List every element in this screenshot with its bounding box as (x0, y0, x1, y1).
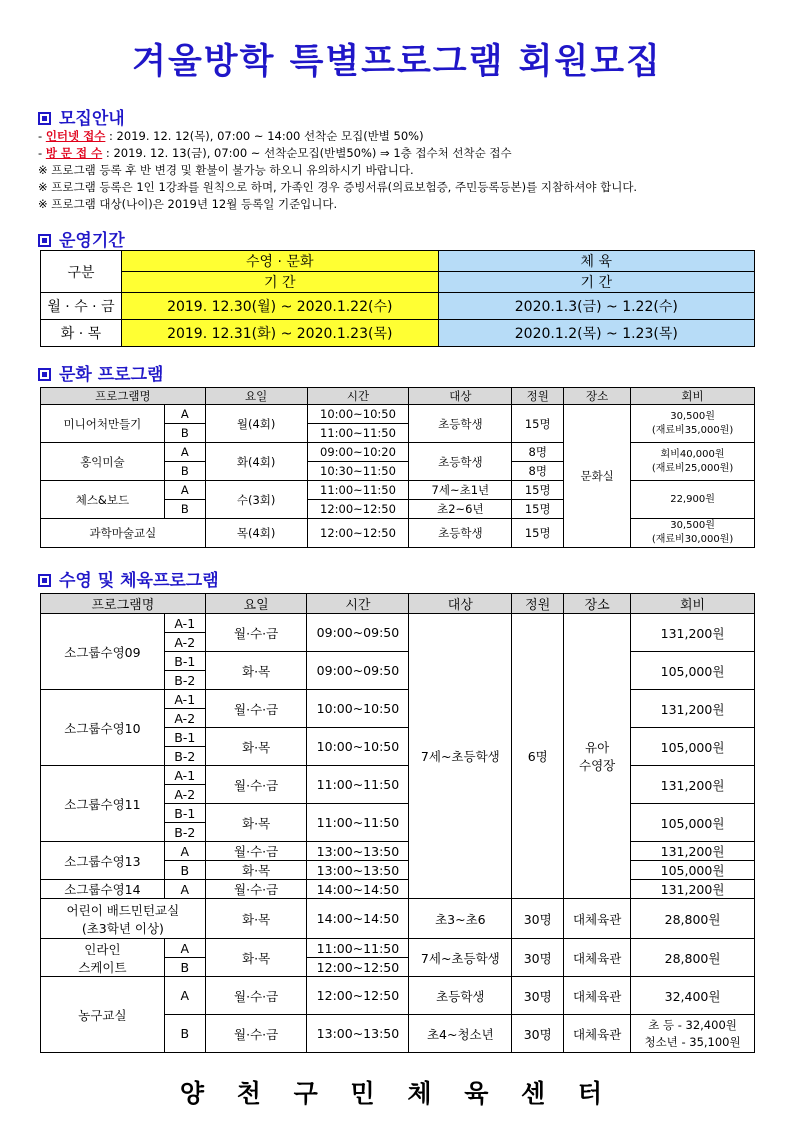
class-time: 10:30~11:50 (307, 462, 409, 481)
culture-chess-name: 체스&보드 (41, 481, 165, 519)
culture-place: 문화실 (564, 405, 631, 548)
period-pe-header: 체 육 (438, 251, 754, 272)
class-label: A-1 (164, 614, 205, 633)
swim14-time: 14:00~14:50 (307, 880, 409, 899)
swim10-day-mwf: 월·수·금 (205, 690, 307, 728)
swim09-fee-b: 105,000원 (631, 652, 755, 690)
period-swim-subheader: 기 간 (121, 272, 438, 293)
swim-place: 유아 수영장 (564, 614, 631, 899)
swim13-fee-b: 105,000원 (631, 861, 755, 880)
inline-target: 7세~초등학생 (409, 939, 512, 977)
note-internet: - 인터넷 접수 : 2019. 12. 12(목), 07:00 ~ 14:00 선착순 모집(반별 50%) (38, 129, 424, 143)
culture-sci-cap: 15명 (512, 519, 564, 548)
swim09-day-tt: 화·목 (205, 652, 307, 690)
class-time: 11:00~11:50 (307, 481, 409, 500)
swim11-time-b: 11:00~11:50 (307, 804, 409, 842)
class-label: A (164, 481, 205, 500)
section-recruit-heading: 모집안내 (38, 104, 125, 129)
basket-place-b: 대체육관 (564, 1015, 631, 1053)
period-swim-header: 수영 · 문화 (121, 251, 438, 272)
sports-header-name: 프로그램명 (41, 594, 206, 614)
class-label: A (164, 880, 205, 899)
class-label: B-1 (164, 804, 205, 823)
culture-mini-target: 초등학생 (409, 405, 512, 443)
swim13-fee-a: 131,200원 (631, 842, 755, 861)
inline-time-b: 12:00~12:50 (307, 958, 409, 977)
basket-name: 농구교실 (41, 977, 165, 1053)
class-label: B (164, 861, 205, 880)
culture-chess-target-a: 7세~초1년 (409, 481, 512, 500)
swim09-day-mwf: 월·수·금 (205, 614, 307, 652)
swim09-time-a: 09:00~09:50 (307, 614, 409, 652)
basket-target-a: 초등학생 (409, 977, 512, 1015)
culture-mini-name: 미니어처만들기 (41, 405, 165, 443)
class-label: A-2 (164, 709, 205, 728)
class-label: A-2 (164, 785, 205, 804)
swim14-day: 월·수·금 (205, 880, 307, 899)
sports-header-place: 장소 (564, 594, 631, 614)
culture-header-target: 대상 (409, 388, 512, 405)
sports-table (40, 593, 755, 1053)
culture-chess-day: 수(3회) (205, 481, 307, 519)
footer-organization: 양 천 구 민 체 육 센 터 (179, 1079, 615, 1108)
culture-sci-name: 과학마술교실 (41, 519, 206, 548)
period-pe-subheader: 기 간 (438, 272, 754, 293)
sports-header-day: 요일 (205, 594, 307, 614)
culture-header-cap: 정원 (512, 388, 564, 405)
swim11-day-mwf: 월·수·금 (205, 766, 307, 804)
swim11-name: 소그룹수영11 (41, 766, 165, 842)
period-row-tt-day: 화 · 목 (41, 320, 122, 347)
culture-art-cap-a: 8명 (512, 443, 564, 462)
basket-target-b: 초4~청소년 (409, 1015, 512, 1053)
period-row-tt-swim: 2019. 12.31(화) ~ 2020.1.23(목) (121, 320, 438, 347)
note-one-class: ※ 프로그램 등록은 1인 1강좌를 원칙으로 하며, 가족인 경우 증빙서류(의료보험증, 주민등록등본)를 지참하셔야 합니다. (38, 180, 638, 194)
badminton-target: 초3~초6 (409, 899, 512, 939)
inline-name: 인라인 스케이트 (41, 939, 165, 977)
class-label: B (164, 958, 205, 977)
square-bullet-icon (38, 234, 51, 247)
class-label: B (164, 500, 205, 519)
swim09-fee-a: 131,200원 (631, 614, 755, 652)
swim09-time-b: 09:00~09:50 (307, 652, 409, 690)
badminton-cap: 30명 (512, 899, 564, 939)
culture-chess-fee: 22,900원 (631, 481, 755, 519)
swim13-time-a: 13:00~13:50 (307, 842, 409, 861)
culture-sci-time: 12:00~12:50 (307, 519, 409, 548)
culture-header-day: 요일 (205, 388, 307, 405)
inline-day: 화·목 (205, 939, 307, 977)
section-culture-heading: 문화 프로그램 (38, 360, 163, 385)
swim10-time-a: 10:00~10:50 (307, 690, 409, 728)
swim09-name: 소그룹수영09 (41, 614, 165, 690)
culture-header-name: 프로그램명 (41, 388, 206, 405)
period-row-mwf-swim: 2019. 12.30(월) ~ 2020.1.22(수) (121, 293, 438, 320)
class-label: A-1 (164, 690, 205, 709)
culture-header-time: 시간 (307, 388, 409, 405)
badminton-name: 어린이 배드민턴교실 (초3학년 이상) (41, 899, 206, 939)
period-row-mwf-day: 월 · 수 · 금 (41, 293, 122, 320)
inline-cap: 30명 (512, 939, 564, 977)
swim11-fee-a: 131,200원 (631, 766, 755, 804)
page-title: 겨울방학 특별프로그램 회원모집 (132, 42, 662, 82)
swim10-fee-b: 105,000원 (631, 728, 755, 766)
culture-art-name: 홍익미술 (41, 443, 165, 481)
culture-sci-day: 목(4회) (205, 519, 307, 548)
recruit-notes (38, 128, 768, 213)
class-label: B (164, 1015, 205, 1053)
period-gubun-header: 구분 (41, 251, 122, 293)
inline-fee: 28,800원 (631, 939, 755, 977)
basket-day-b: 월·수·금 (205, 1015, 307, 1053)
class-time: 09:00~10:20 (307, 443, 409, 462)
culture-chess-target-b: 초2~6년 (409, 500, 512, 519)
swim-target: 7세~초등학생 (409, 614, 512, 899)
class-label: B-1 (164, 652, 205, 671)
class-label: B-2 (164, 823, 205, 842)
note-visit: - 방 문 접 수 : 2019. 12. 13(금), 07:00 ~ 선착순모집(반별50%) ⇒ 1층 접수처 선착순 접수 (38, 146, 512, 160)
swim11-fee-b: 105,000원 (631, 804, 755, 842)
culture-mini-fee: 30,500원 (재료비35,000원) (631, 405, 755, 443)
swim10-name: 소그룹수영10 (41, 690, 165, 766)
swim13-time-b: 13:00~13:50 (307, 861, 409, 880)
culture-sci-target: 초등학생 (409, 519, 512, 548)
class-label: B-1 (164, 728, 205, 747)
basket-fee-a: 32,400원 (631, 977, 755, 1015)
swim11-day-tt: 화·목 (205, 804, 307, 842)
swim14-fee: 131,200원 (631, 880, 755, 899)
class-label: B-2 (164, 671, 205, 690)
section-period-heading: 운영기간 (38, 226, 125, 251)
culture-table (40, 387, 755, 548)
sports-header-target: 대상 (409, 594, 512, 614)
badminton-place: 대체육관 (564, 899, 631, 939)
swim14-name: 소그룹수영14 (41, 880, 165, 899)
class-label: B (164, 462, 205, 481)
swim10-time-b: 10:00~10:50 (307, 728, 409, 766)
culture-header-fee: 회비 (631, 388, 755, 405)
swim13-day-mwf: 월·수·금 (205, 842, 307, 861)
class-label: A (164, 977, 205, 1015)
class-time: 11:00~11:50 (307, 424, 409, 443)
culture-chess-cap-b: 15명 (512, 500, 564, 519)
basket-cap-b: 30명 (512, 1015, 564, 1053)
square-bullet-icon (38, 112, 51, 125)
badminton-fee: 28,800원 (631, 899, 755, 939)
culture-art-day: 화(4회) (205, 443, 307, 481)
class-label: A (164, 842, 205, 861)
swim11-time-a: 11:00~11:50 (307, 766, 409, 804)
class-time: 10:00~10:50 (307, 405, 409, 424)
class-label: B-2 (164, 747, 205, 766)
note-age: ※ 프로그램 대상(나이)은 2019년 12월 등록일 기준입니다. (38, 197, 338, 211)
badminton-day: 화·목 (205, 899, 307, 939)
culture-sci-fee: 30,500원 (재료비30,000원) (631, 519, 755, 548)
note-refund: ※ 프로그램 등록 후 반 변경 및 환불이 불가능 하오니 유의하시기 바랍니다. (38, 163, 414, 177)
period-row-tt-pe: 2020.1.2(목) ~ 1.23(목) (438, 320, 754, 347)
culture-art-cap-b: 8명 (512, 462, 564, 481)
basket-time-b: 13:00~13:50 (307, 1015, 409, 1053)
period-row-mwf-pe: 2020.1.3(금) ~ 1.22(수) (438, 293, 754, 320)
culture-header-place: 장소 (564, 388, 631, 405)
basket-place-a: 대체육관 (564, 977, 631, 1015)
class-label: A (164, 405, 205, 424)
basket-time-a: 12:00~12:50 (307, 977, 409, 1015)
class-label: A (164, 939, 205, 958)
inline-time-a: 11:00~11:50 (307, 939, 409, 958)
swim10-day-tt: 화·목 (205, 728, 307, 766)
basket-cap-a: 30명 (512, 977, 564, 1015)
culture-chess-cap-a: 15명 (512, 481, 564, 500)
section-sports-heading: 수영 및 체육프로그램 (38, 566, 219, 591)
basket-fee-b: 초 등 - 32,400원 청소년 - 35,100원 (631, 1015, 755, 1053)
class-label: A-1 (164, 766, 205, 785)
swim13-name: 소그룹수영13 (41, 842, 165, 880)
class-label: B (164, 424, 205, 443)
basket-day-a: 월·수·금 (205, 977, 307, 1015)
class-label: A-2 (164, 633, 205, 652)
class-label: A (164, 443, 205, 462)
sports-header-time: 시간 (307, 594, 409, 614)
inline-place: 대체육관 (564, 939, 631, 977)
square-bullet-icon (38, 574, 51, 587)
swim10-fee-a: 131,200원 (631, 690, 755, 728)
sports-header-cap: 정원 (512, 594, 564, 614)
badminton-time: 14:00~14:50 (307, 899, 409, 939)
square-bullet-icon (38, 368, 51, 381)
swim13-day-tt: 화·목 (205, 861, 307, 880)
culture-mini-cap: 15명 (512, 405, 564, 443)
sports-header-fee: 회비 (631, 594, 755, 614)
culture-art-target: 초등학생 (409, 443, 512, 481)
swim-cap: 6명 (512, 614, 564, 899)
period-table (40, 250, 755, 347)
culture-art-fee: 회비40,000원 (재료비25,000원) (631, 443, 755, 481)
culture-mini-day: 월(4회) (205, 405, 307, 443)
class-time: 12:00~12:50 (307, 500, 409, 519)
